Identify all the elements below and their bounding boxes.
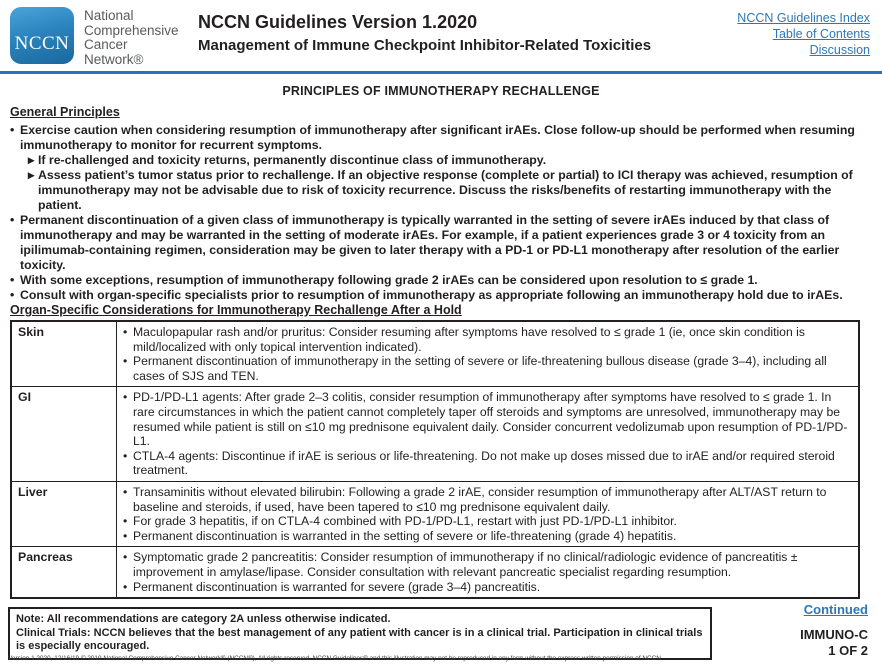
table-bullet-text: Maculopapular rash and/or pruritus: Consider resuming after symptoms have resolved to ≤ grade 1 (ie, once skin condition is mild/localized with only topical intervention indicated). (133, 325, 805, 354)
table-bullet-text: Permanent discontinuation of immunotherapy in the setting of severe or life-threatening bullous disease (grade 3–4), including all cases of SJS and TEN. (133, 354, 827, 383)
table-bullet-text: CTLA-4 agents: Discontinue if irAE is serious or life-threatening. Do not make up doses missed due to irAE and/or required steroid treatment. (133, 448, 835, 478)
bullet-icon: • (10, 273, 15, 287)
organ-detail-cell (117, 322, 858, 386)
table-row-gi (12, 386, 858, 481)
general-principles-section (10, 105, 868, 303)
principle-item (10, 273, 868, 288)
continued-link[interactable]: Continued (803, 602, 868, 617)
table-bullet-text: Permanent discontinuation is warranted for severe (grade 3–4) pancreatitis. (133, 579, 541, 594)
general-principles-heading: General Principles (10, 105, 120, 119)
arrow-bullet-icon: ▸ (28, 153, 35, 167)
principle-text: Permanent discontinuation of a given class of immunotherapy is typically warranted in the setting of severe irAEs induced by that class of immunotherapy and may be warranted in the setting of moderate irAEs. For example, if a patient experiences grade 3 or 4 toxicity from an ipilimumab-containing regimen, consideration may be given to later therapy with a PD-1 or PD-L1 monotherapy after resolution of the earlier toxicity. (20, 213, 840, 272)
organ-cell: Pancreas (12, 547, 117, 597)
table-bullet-text: Permanent discontinuation is warranted in the setting of severe or life-threatening (grade 4) hepatitis. (133, 528, 677, 543)
bullet-icon: • (123, 579, 128, 594)
page-code-number: 1 OF 2 (828, 643, 868, 658)
link-table-of-contents[interactable]: Table of Contents (772, 27, 870, 41)
note-line: Note: All recommendations are category 2A unless otherwise indicated. (16, 613, 391, 625)
link-guidelines-index[interactable]: NCCN Guidelines Index (737, 11, 870, 25)
page-title: PRINCIPLES OF IMMUNOTHERAPY RECHALLENGE (282, 84, 600, 98)
table-bullet (123, 325, 852, 354)
arrow-bullet-icon: ▸ (28, 168, 35, 182)
table-bullet-text: Symptomatic grade 2 pancreatitis: Consider resumption of immunotherapy if no clinical/radiologic evidence of pancreatitis ± improvement in amylase/lipase. Consider consultation with relevant pancreatic specialist regarding resumption. (133, 550, 798, 579)
table-bullet (123, 449, 852, 478)
principle-subitem (10, 168, 868, 213)
page-code-id: IMMUNO-C (800, 627, 868, 642)
table-bullet (123, 390, 852, 448)
bullet-icon: • (123, 528, 128, 543)
principle-item (10, 213, 868, 273)
note-box (8, 607, 712, 660)
table-bullet-text: PD-1/PD-L1 agents: After grade 2–3 colitis, consider resumption of immunotherapy after symptoms have resolved to ≤ grade 1. In rare circumstances in which the patient cannot completely taper off steroids and symptoms are unresolved, immunotherapy may be resumed while patient is still on ≤10 mg prednisone equivalent daily. Consider concurrent vedolizumab upon resumption of PD-1/PD-L1. (133, 390, 848, 449)
page-code (800, 627, 868, 659)
link-discussion[interactable]: Discussion (809, 43, 870, 57)
principle-subitem (10, 153, 868, 168)
header-titles (198, 12, 651, 54)
table-bullet (123, 485, 852, 514)
bullet-icon: • (123, 325, 128, 339)
org-name-line: National (84, 8, 134, 23)
organ-table-heading: Organ-Specific Considerations for Immunotherapy Rechallenge After a Hold (10, 303, 462, 317)
principle-item (10, 123, 868, 153)
guidelines-title: NCCN Guidelines Version 1.2020 (198, 12, 478, 32)
bullet-icon: • (123, 448, 128, 463)
organ-table (10, 320, 860, 599)
principle-item (10, 288, 868, 303)
table-row-liver (12, 481, 858, 546)
principle-text: With some exceptions, resumption of immunotherapy following grade 2 irAEs can be considered upon resolution to ≤ grade 1. (20, 273, 758, 287)
org-name (84, 9, 179, 67)
bullet-icon: • (123, 484, 128, 499)
principle-text: Assess patient’s tumor status prior to rechallenge. If an objective response (complete or partial) to ICI therapy was achieved, resumption of immunotherapy may not be advisable due to risk of toxicity recurrence. Discuss the risks/benefits of restarting immunotherapy with the patient. (38, 168, 853, 212)
nccn-logo-text: NCCN (14, 33, 70, 54)
table-row-skin (12, 322, 858, 386)
organ-table-section (10, 303, 868, 599)
header-links (737, 10, 870, 58)
table-bullet-text: Transaminitis without elevated bilirubin: Following a grade 2 irAE, consider resumption of immunotherapy after ALT/AST return to baseline and steroids, if used, have been tapered to ≤10 mg prednisone equivalent daily. (133, 484, 827, 514)
organ-detail-cell (117, 482, 858, 546)
bullet-icon: • (123, 550, 128, 565)
organ-cell: Skin (12, 322, 117, 386)
organ-detail-cell (117, 547, 858, 597)
bullet-icon: • (123, 514, 128, 529)
org-name-line: Network® (84, 51, 144, 67)
org-name-line: Cancer (84, 37, 128, 52)
guidelines-subtitle: Management of Immune Checkpoint Inhibitor-Related Toxicities (198, 37, 652, 54)
table-bullet (123, 514, 852, 529)
principle-text: If re-challenged and toxicity returns, permanently discontinue class of immunotherapy. (38, 153, 547, 167)
bullet-icon: • (10, 123, 15, 137)
organ-cell: Liver (12, 482, 117, 546)
header-divider (0, 71, 882, 74)
table-bullet (123, 580, 852, 595)
table-bullet (123, 550, 852, 579)
clinical-trials-line: Clinical Trials: NCCN believes that the best management of any patient with cancer is in a clinical trial. Participation in clinical trials is especially encouraged. (16, 626, 703, 652)
bullet-icon: • (123, 390, 128, 405)
table-bullet (123, 529, 852, 544)
table-row-pancreas (12, 546, 858, 597)
bullet-icon: • (10, 288, 15, 302)
copyright-line: Version 1.2020, 12/16/19 © 2019 National Comprehensive Cancer Network® (NCCN®), All rights reserved. NCCN Guidelines® and this illustration may not be reproduced in any form without the express written permission of NCCN. (8, 655, 663, 662)
table-bullet-text: For grade 3 hepatitis, if on CTLA-4 combined with PD-1/PD-L1, restart with just PD-1/PD-L1 inhibitor. (133, 514, 677, 529)
principle-text: Consult with organ-specific specialists prior to resumption of immunotherapy as appropriate following an immunotherapy hold due to irAEs. (20, 288, 843, 302)
organ-detail-cell (117, 387, 858, 481)
bullet-icon: • (123, 354, 128, 369)
bullet-icon: • (10, 213, 15, 227)
org-name-line: Comprehensive (84, 22, 179, 38)
principle-text: Exercise caution when considering resumption of immunotherapy after significant irAEs. Close follow-up should be performed when resuming immunotherapy to monitor for recurrent symptoms. (20, 123, 855, 152)
organ-cell: GI (12, 387, 117, 481)
table-bullet (123, 354, 852, 383)
nccn-logo (10, 7, 74, 64)
